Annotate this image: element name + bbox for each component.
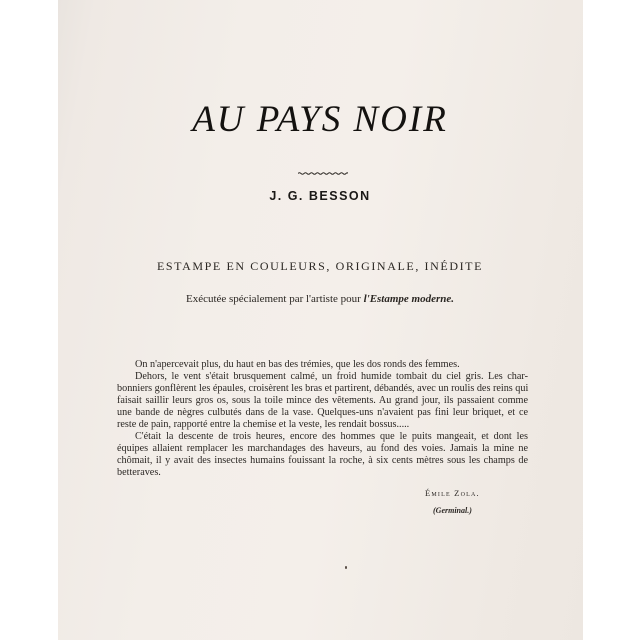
body-line: chômait, il y avait des insectes humains fouissant la roche, à six cents mètres sous les champs de (117, 455, 528, 466)
body-line: équipes allaient remplacer les marchandages des haveurs, au fond des voies. Jamais la mine ne (117, 443, 528, 454)
body-line: C'était la descente de trois heures, encore des hommes que le puits mangeait, et dont les (135, 431, 528, 442)
body-line: On n'apercevait plus, du haut en bas des trémies, que les dos ronds des femmes. (135, 359, 460, 370)
author-name: J. G. BESSON (269, 189, 371, 203)
dedication-prefix: Exécutée spécialement par l'artiste pour (185, 293, 364, 305)
quote-author: Émile Zola. (425, 488, 480, 498)
paper-sheet (58, 0, 583, 640)
body-line: betteraves. (117, 467, 161, 478)
page-title: AU PAYS NOIR (192, 99, 448, 140)
dedication-line (0, 293, 640, 305)
body-line: bonniers gonflèrent les épaules, croisèrent les bras et partirent, débandés, avec un roulis des reins qui (117, 383, 529, 394)
quote-source: (Germinal.) (433, 506, 472, 515)
body-line: une bande de nègres culbutés dans de la vase. Quelques-uns n'avaient pas fini leur briquet, et ce (117, 407, 528, 418)
decorative-wavy-rule (298, 172, 348, 175)
print-description: ESTAMPE EN COULEURS, ORIGINALE, INÉDITE (156, 259, 484, 273)
publication-name: l'Estampe moderne. (363, 293, 455, 305)
paper-speck (345, 566, 347, 569)
quote-body (117, 359, 528, 479)
body-line: faisait saillir leurs gros os, sous la toile mince des vêtements. Au grand jour, ils passaient comme (117, 395, 528, 406)
body-line: Dehors, le vent s'était brusquement calmé, un froid humide tombait du ciel gris. Les char- (135, 371, 528, 382)
body-line: reste de pain, rapporté entre la chemise et la veste, les rendait bossus..... (117, 419, 410, 430)
